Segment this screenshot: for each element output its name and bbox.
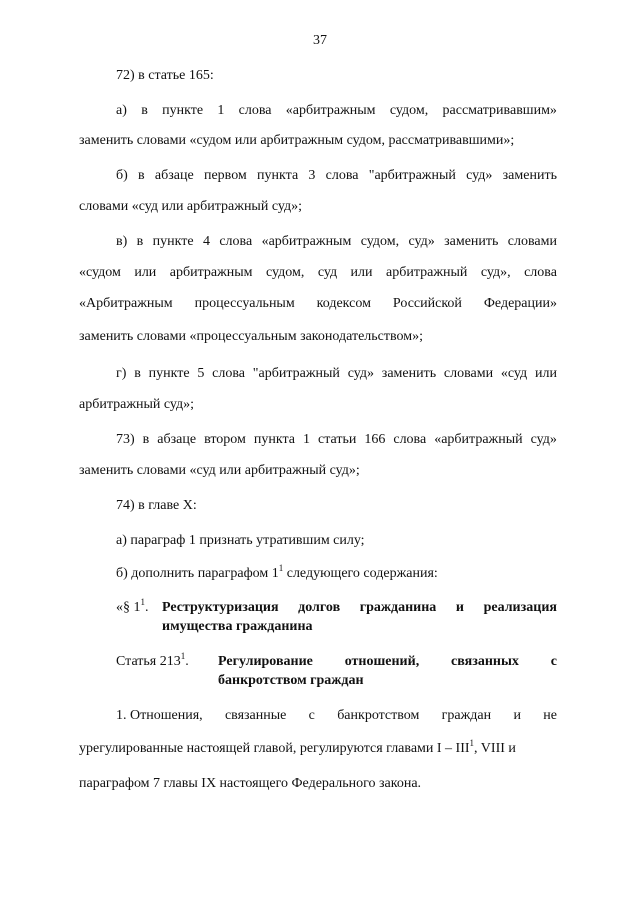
word: б) (116, 168, 128, 183)
word: абзаце (157, 432, 197, 447)
word: слова (238, 103, 272, 118)
page-number: 37 (313, 33, 327, 48)
word: а) (116, 103, 127, 118)
word: в (142, 432, 150, 447)
item-72v-line-1 (116, 234, 557, 250)
word: «Арбитражным (79, 296, 173, 311)
word: и (455, 600, 464, 615)
item-73-line-2: заменить словами «суд или арбитражный суд»; (79, 463, 360, 478)
word: Регулирование (218, 654, 313, 669)
word: в (136, 234, 144, 249)
word: и (513, 708, 521, 723)
word: суд», (480, 265, 511, 280)
word: судом, (265, 265, 305, 280)
section-title-line-2: имущества гражданина (162, 619, 313, 634)
word: суд» (408, 234, 435, 249)
word: отношений, (344, 654, 420, 669)
word: "арбитражный (252, 366, 340, 381)
word: долгов (298, 600, 341, 615)
word: пункта (257, 168, 299, 183)
item-72g-line-2: арбитражный суд»; (79, 397, 195, 412)
word: с (308, 708, 315, 723)
word: с (550, 654, 557, 669)
word: слова (524, 265, 557, 280)
word: «судом (79, 265, 121, 280)
word: или (134, 265, 157, 280)
article-title-line-2: банкротством граждан (218, 673, 364, 688)
article-label: Статья $213^1$. (116, 651, 189, 669)
word: слова (219, 234, 253, 249)
word: судом, (360, 234, 400, 249)
item-1-line-3: параграфом 7 главы IX настоящего Федерального закона. (79, 776, 422, 791)
word: 5 (197, 366, 205, 381)
word: пункте (148, 366, 190, 381)
word: заменить (381, 366, 437, 381)
word: статьи (318, 432, 357, 447)
item-72g-line-1 (116, 366, 557, 382)
word: 1 (217, 103, 225, 118)
word: 4 (202, 234, 210, 249)
word: «арбитражным (285, 103, 376, 118)
word: банкротством (337, 708, 420, 723)
word: арбитражный (385, 265, 468, 280)
word: процессуальным (194, 296, 295, 311)
word: слова (325, 168, 359, 183)
item-1-line-1 (116, 708, 557, 724)
word: арбитражным (169, 265, 253, 280)
word: 73) (116, 432, 135, 447)
item-74-heading: 74) в главе X: (116, 498, 197, 513)
word: абзаце (154, 168, 194, 183)
word: г) (116, 366, 127, 381)
word: Федерации» (483, 296, 557, 311)
word: в (138, 168, 145, 183)
item-74a: а) параграф 1 признать утратившим силу; (116, 533, 365, 548)
item-72b-line-1 (116, 168, 557, 184)
word: или (350, 265, 373, 280)
word: словами (443, 366, 494, 381)
word: в (141, 103, 148, 118)
word: граждан (441, 708, 492, 723)
word: кодексом (316, 296, 371, 311)
word: "арбитражный (368, 168, 456, 183)
word: втором (204, 432, 246, 447)
word: «арбитражным (261, 234, 352, 249)
word: «суд (500, 366, 528, 381)
word: судом, (389, 103, 429, 118)
word: пункта (253, 432, 295, 447)
word: суд» (530, 432, 557, 447)
word: «арбитражный (434, 432, 523, 447)
word: словами (507, 234, 557, 249)
section-title-line-1 (162, 600, 557, 616)
word: 166 (364, 432, 386, 447)
item-72b-line-2: словами «суд или арбитражный суд»; (79, 199, 302, 214)
item-72v-line-2 (79, 265, 557, 281)
word: рассматривавшим» (442, 103, 557, 118)
article-title-line-1 (218, 654, 557, 670)
item-1-line-2: урегулированные настоящей главой, регулируются главами I – III$^1$, VIII и (79, 738, 516, 756)
word: заменить (502, 168, 557, 183)
word: пункте (162, 103, 204, 118)
item-72-heading: 72) в статье 165: (116, 68, 214, 83)
word: суд (317, 265, 338, 280)
word: или (534, 366, 557, 381)
word: реализация (483, 600, 557, 615)
word: в) (116, 234, 128, 249)
word: Реструктуризация (162, 600, 279, 615)
section-label: «§ $1^1$. (116, 597, 149, 615)
word: первом (203, 168, 247, 183)
word: в (134, 366, 141, 381)
item-72a-line-2: заменить словами «судом или арбитражным судом, рассматривавшими»; (79, 133, 515, 148)
word: гражданина (359, 600, 437, 615)
word: слова (212, 366, 245, 381)
item-73-line-1 (116, 432, 557, 448)
word: не (543, 708, 557, 723)
item-74b: б) дополнить параграфом $1^1$ следующего содержания: (116, 563, 438, 581)
word: суд» (347, 366, 374, 381)
word: слова (393, 432, 427, 447)
word: связанных (451, 654, 519, 669)
word: суд» (466, 168, 493, 183)
item-72v-line-3 (79, 296, 557, 312)
word: связанные (224, 708, 287, 723)
word: Российской (392, 296, 462, 311)
word: 3 (308, 168, 316, 183)
item-72a-line-1 (116, 103, 557, 119)
word: 1. Отношения, (116, 708, 203, 723)
word: пункте (152, 234, 194, 249)
word: 1 (303, 432, 310, 447)
word: заменить (444, 234, 499, 249)
item-72v-line-4: заменить словами «процессуальным законодательством»; (79, 329, 423, 344)
